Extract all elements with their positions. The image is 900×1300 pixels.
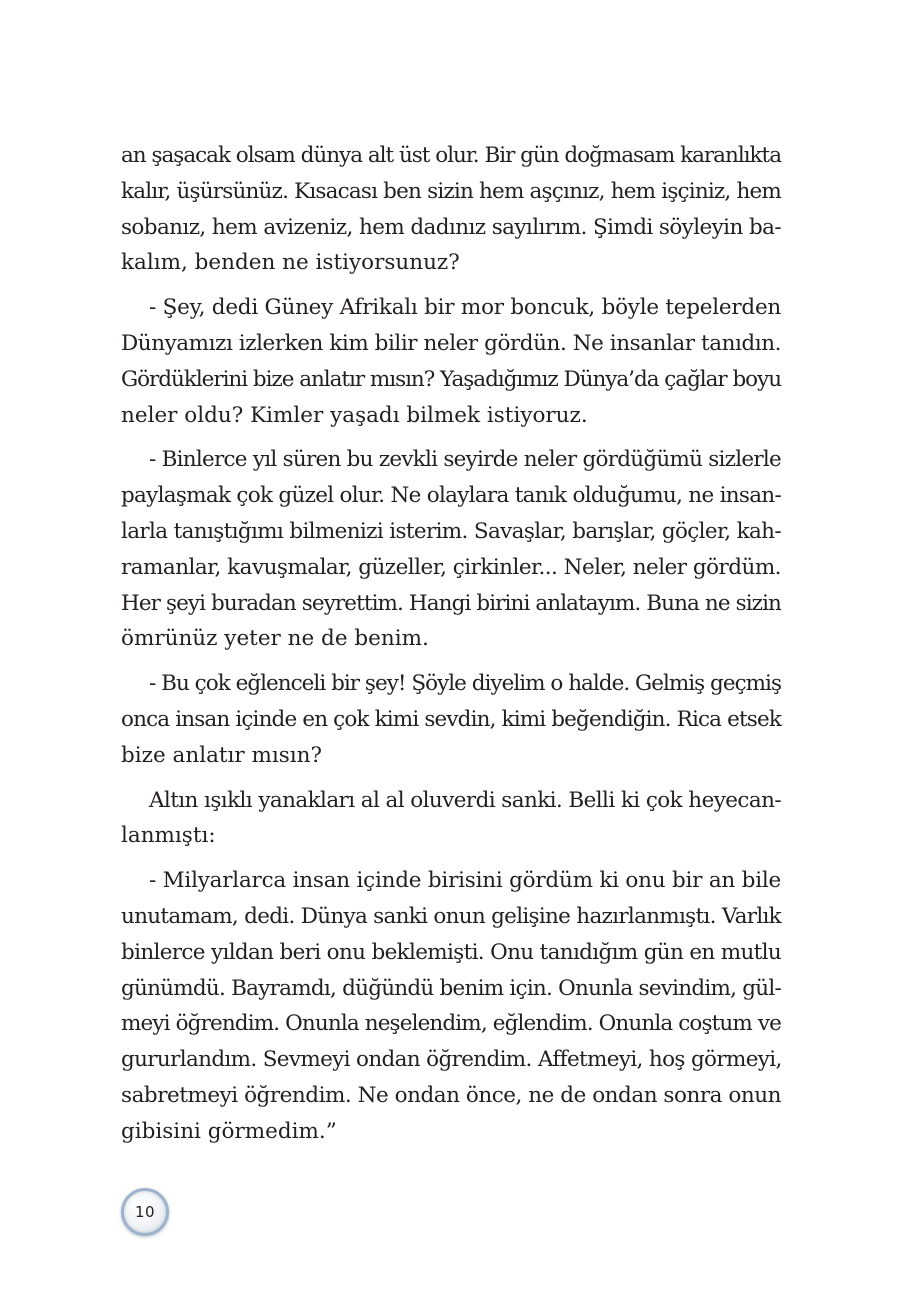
page-body	[121, 138, 781, 1159]
text-line: bize anlatır mısın?	[121, 742, 323, 768]
text-line: sobanız, hem avizeniz, hem dadınız sayılırım. Şimdi söyleyin ba-	[121, 214, 782, 240]
text-line: binlerce yıldan beri onu beklemişti. Onu tanıdığım gün en mutlu	[121, 939, 782, 965]
text-line: larla tanıştığımı bilmenizi isterim. Savaşlar, barışlar, göçler, kah-	[121, 518, 781, 544]
text-line: gibisini görmedim.”	[121, 1118, 337, 1144]
text-line: günümdü. Bayramdı, düğündü benim için. Onunla sevindim, gül-	[121, 975, 782, 1001]
text-line: meyi öğrendim. Onunla neşelendim, eğlendim. Onunla coştum ve	[121, 1011, 781, 1037]
paragraph	[121, 783, 781, 855]
text-line: ramanlar, kavuşmalar, güzeller, çirkinler... Neler, neler gördüm.	[121, 554, 781, 580]
text-line: Dünyamızı izlerken kim bilir neler gördün. Ne insanlar tanıdın.	[121, 330, 781, 356]
text-line: paylaşmak çok güzel olur. Ne olaylara tanık olduğumu, ne insan-	[121, 483, 781, 509]
text-line: - Milyarlarca insan içinde birisini gördüm ki onu bir an bile	[149, 868, 781, 894]
text-line: kalım, benden ne istiyorsunuz?	[121, 250, 460, 276]
text-line: an şaşacak olsam dünya alt üst olur. Bir gün doğmasam karanlıkta	[121, 143, 781, 168]
text-line: gururlandım. Sevmeyi ondan öğrendim. Affetmeyi, hoş görmeyi,	[121, 1047, 782, 1073]
text-line: unutamam, dedi. Dünya sanki onun gelişine hazırlanmıştı. Varlık	[121, 903, 781, 929]
text-line: Her şeyi buradan seyrettim. Hangi birini anlatayım. Buna ne sizin	[121, 590, 781, 616]
text-line: - Bu çok eğlenceli bir şey! Şöyle diyelim o halde. Gelmiş geçmiş	[149, 671, 781, 697]
text-line: Gördüklerini bize anlatır mısın? Yaşadığımız Dünya’da çağlar boyu	[121, 366, 782, 392]
paragraph	[121, 442, 781, 657]
text-line: - Şey, dedi Güney Afrikalı bir mor boncuk, böyle tepelerden	[149, 295, 782, 321]
text-line: Altın ışıklı yanakları al al oluverdi sanki. Belli ki çok heyecan-	[149, 787, 782, 813]
paragraph	[121, 138, 781, 281]
text-line: onca insan içinde en çok kimi sevdin, kimi beğendiğin. Rica etsek	[121, 706, 781, 732]
page-number: 10	[134, 1203, 156, 1221]
paragraph	[121, 290, 781, 433]
paragraph	[121, 666, 781, 773]
text-line: ömrünüz yeter ne de benim.	[121, 626, 429, 652]
text-line: sabretmeyi öğrendim. Ne ondan önce, ne de ondan sonra onun	[121, 1082, 781, 1108]
page-number-badge	[121, 1188, 169, 1236]
text-line: - Binlerce yıl süren bu zevkli seyirde neler gördüğümü sizlerle	[149, 447, 781, 473]
paragraph	[121, 863, 781, 1149]
text-line: lanmıştı:	[121, 823, 216, 849]
text-line: neler oldu? Kimler yaşadı bilmek istiyoruz.	[121, 402, 588, 428]
text-line: kalır, üşürsünüz. Kısacası ben sizin hem aşçınız, hem işçiniz, hem	[121, 178, 781, 204]
